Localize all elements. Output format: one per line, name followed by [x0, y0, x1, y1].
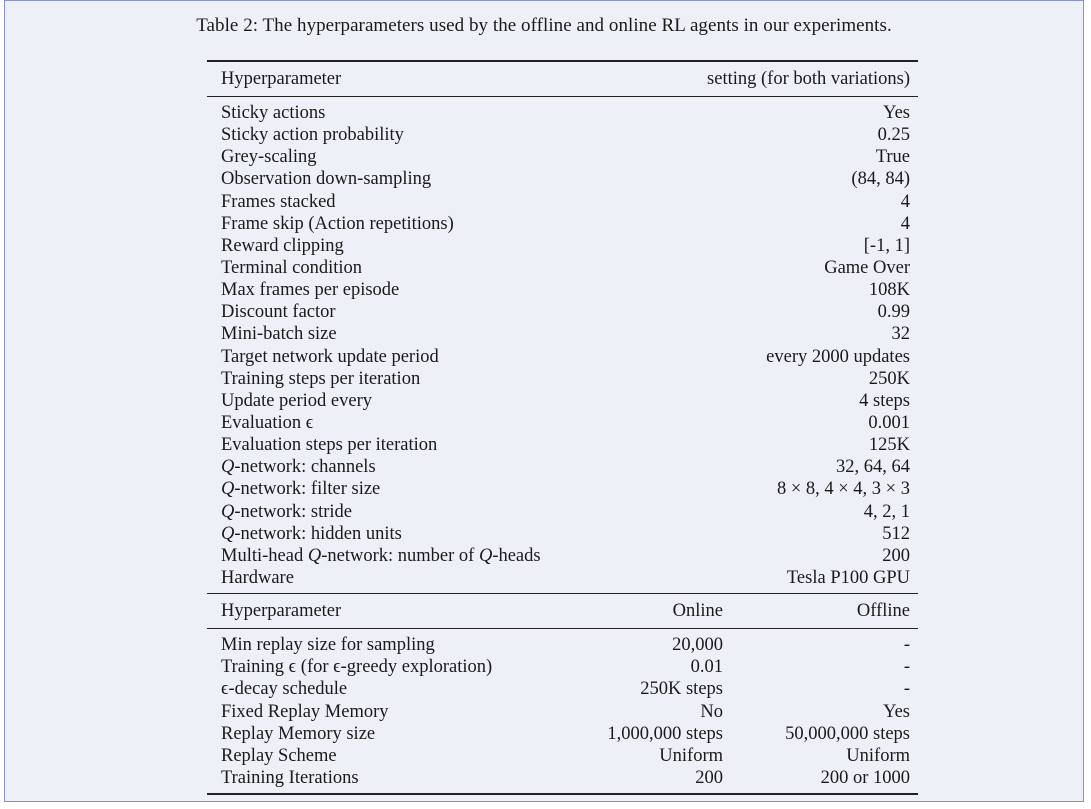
param-value: [-1, 1]: [863, 235, 910, 256]
table-row: [207, 368, 918, 390]
param-name: Evaluation steps per iteration: [221, 435, 438, 456]
table1-header-row: [207, 62, 918, 96]
offline-value: 200 or 1000: [820, 767, 910, 788]
offline-value: 50,000,000 steps: [785, 723, 910, 744]
param-name: Evaluation ϵ: [221, 412, 314, 433]
table-row: [207, 279, 918, 301]
param-name: Q-network: hidden units: [221, 523, 402, 544]
param-name: Sticky action probability: [221, 125, 404, 146]
table-row: [207, 478, 918, 500]
param-name: Terminal condition: [221, 257, 363, 278]
param-value: 4 steps: [859, 390, 910, 411]
header-hyperparameter: Hyperparameter: [221, 69, 342, 89]
param-value: 250K: [868, 368, 910, 389]
header-online: Online: [672, 601, 723, 622]
table-row: [207, 412, 918, 434]
param-value: 0.001: [868, 412, 910, 433]
param-name: Multi-head Q-network: number of Q-heads: [221, 545, 541, 566]
table-caption: Table 2: The hyperparameters used by the offline and online RL agents in our experiments.: [196, 15, 892, 36]
offline-value: -: [903, 635, 910, 656]
header-setting: setting (for both variations): [707, 69, 910, 89]
param-name: Q-network: channels: [221, 457, 376, 478]
param-value: 200: [882, 545, 910, 566]
param-name: Training steps per iteration: [221, 368, 421, 389]
table-row: [207, 678, 918, 700]
param-value: 8 × 8, 4 × 4, 3 × 3: [776, 479, 910, 500]
param-name: Q-network: stride: [221, 501, 353, 522]
table-row: [207, 745, 918, 767]
bottom-rule: [207, 793, 918, 795]
param-value: Tesla P100 GPU: [786, 567, 910, 588]
online-value: 250K steps: [640, 679, 723, 700]
param-value: 512: [882, 523, 910, 544]
table2-header-row: [207, 594, 918, 628]
param-name: Grey-scaling: [221, 147, 317, 168]
table-row: [207, 346, 918, 368]
param-value: 32, 64, 64: [836, 457, 910, 478]
offline-value: -: [903, 679, 910, 700]
paper-page: [4, 0, 1084, 802]
table-row: [207, 124, 918, 146]
table-row: [207, 767, 918, 789]
table-row: [207, 235, 918, 257]
offline-value: Yes: [883, 701, 910, 722]
online-value: 0.01: [690, 657, 723, 678]
param-name: Min replay size for sampling: [221, 635, 435, 656]
param-value: 108K: [868, 280, 910, 301]
table-row: [207, 523, 918, 545]
table-row: [207, 102, 918, 124]
online-value: 200: [695, 767, 723, 788]
param-value: 32: [891, 324, 910, 345]
offline-value: -: [903, 657, 910, 678]
offline-value: Uniform: [846, 745, 910, 766]
param-value: 125K: [868, 435, 910, 456]
param-name: Max frames per episode: [221, 280, 400, 301]
param-value: 4, 2, 1: [863, 501, 910, 522]
online-value: 1,000,000 steps: [607, 723, 723, 744]
param-name: ϵ-decay schedule: [221, 679, 348, 700]
param-name: Replay Memory size: [221, 723, 376, 744]
table-row: [207, 723, 918, 745]
hyperparameter-table: [207, 60, 918, 795]
header-offline: Offline: [856, 601, 910, 622]
param-value: Yes: [883, 103, 910, 123]
param-name: Frames stacked: [221, 191, 336, 212]
table-row: [207, 390, 918, 412]
table2-body: [207, 634, 918, 789]
header-hyperparameter-2: Hyperparameter: [221, 601, 342, 622]
table-row: [207, 456, 918, 478]
table-row: [207, 191, 918, 213]
param-name: Frame skip (Action repetitions): [221, 213, 454, 234]
table-row: [207, 567, 918, 589]
param-name: Q-network: filter size: [221, 479, 381, 500]
param-value: 0.25: [877, 125, 910, 146]
param-name: Training Iterations: [221, 767, 359, 788]
table-row: [207, 301, 918, 323]
table-row: [207, 634, 918, 656]
table-row: [207, 213, 918, 235]
online-value: Uniform: [659, 745, 723, 766]
param-name: Mini-batch size: [221, 324, 337, 345]
online-value: 20,000: [672, 635, 723, 656]
table-row: [207, 323, 918, 345]
param-name: Discount factor: [221, 302, 336, 323]
table-row: [207, 168, 918, 190]
param-name: Training ϵ (for ϵ-greedy exploration): [221, 657, 493, 678]
param-value: 0.99: [877, 302, 910, 323]
online-value: No: [700, 701, 723, 722]
param-name: Fixed Replay Memory: [221, 701, 389, 722]
param-value: 4: [900, 213, 910, 234]
param-value: True: [875, 147, 910, 168]
table-row: [207, 545, 918, 567]
param-name: Reward clipping: [221, 235, 344, 256]
param-name: Observation down-sampling: [221, 169, 432, 190]
table-row: [207, 146, 918, 168]
table-row: [207, 434, 918, 456]
table-row: [207, 701, 918, 723]
param-name: Replay Scheme: [221, 745, 337, 766]
table-row: [207, 501, 918, 523]
param-value: 4: [900, 191, 910, 212]
param-value: every 2000 updates: [766, 346, 910, 367]
param-name: Update period every: [221, 390, 373, 411]
param-value: Game Over: [824, 257, 910, 278]
param-value: (84, 84): [851, 169, 910, 190]
param-name: Hardware: [221, 567, 294, 588]
table1-body: [207, 102, 918, 589]
table-row: [207, 656, 918, 678]
table-row: [207, 257, 918, 279]
param-name: Target network update period: [221, 346, 439, 367]
param-name: Sticky actions: [221, 103, 326, 123]
